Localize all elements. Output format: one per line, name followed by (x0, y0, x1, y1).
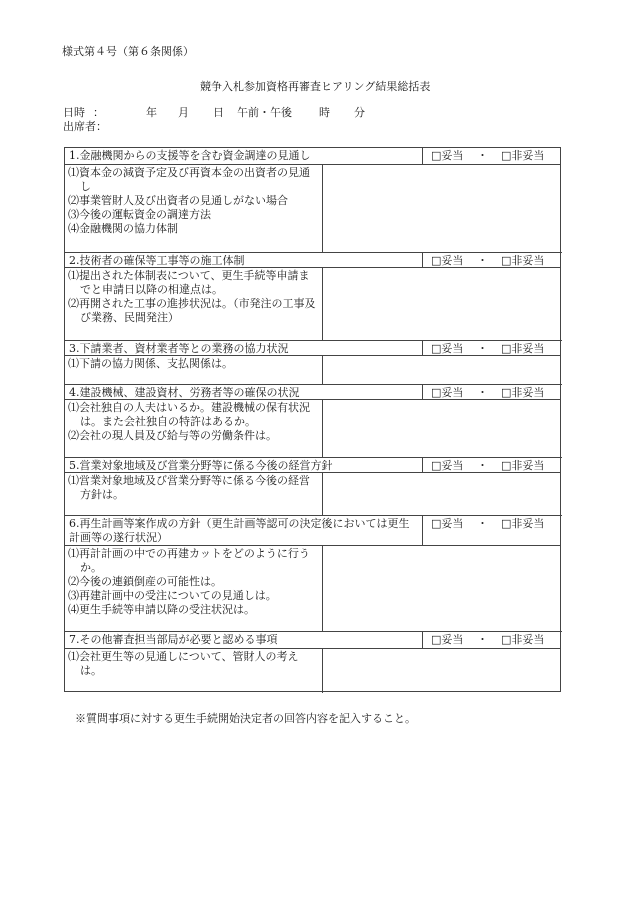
judgment-separator: ・ (477, 149, 488, 162)
answer-field[interactable] (323, 648, 561, 693)
datetime-minute: 分 (354, 106, 365, 119)
question-list (65, 472, 323, 516)
question-item: ⑷金融機関の協力体制 (68, 222, 178, 235)
question-item: ⑴営業対象地域及び営業分野等に係る今後の経営方針は。 (68, 474, 310, 501)
ok-checkbox[interactable]: □妥当 (431, 459, 464, 472)
form-number: 様式第４号（第６条関係） (62, 45, 194, 58)
judgment-separator: ・ (477, 633, 488, 646)
question-list (65, 355, 323, 385)
section-heading: 4.建設機械、建設資材、労務者等の確保の状況 (69, 386, 300, 399)
section-heading: 1.金融機関からの支援等を含む資金調達の見通し (69, 149, 311, 162)
ok-checkbox[interactable]: □妥当 (431, 386, 464, 399)
judgment-checkboxes[interactable] (422, 632, 561, 648)
section-2 (65, 252, 562, 340)
section-heading: 3.下請業者、資材業者等との業務の協力状況 (69, 342, 289, 355)
ok-checkbox[interactable]: □妥当 (431, 254, 464, 267)
question-item: ⑴下請の協力関係、支払関係は。 (68, 357, 233, 370)
section-heading: 2.技術者の確保等工事等の施工体制 (69, 254, 245, 267)
section-heading: 6.再生計画等案作成の方針（更生計画等認可の決定後においては更生計画等の遂行状況） (69, 517, 410, 544)
datetime-label: 日時 (63, 106, 85, 119)
section-6 (65, 515, 562, 631)
ng-checkbox[interactable]: □非妥当 (501, 633, 545, 646)
ng-checkbox[interactable]: □非妥当 (501, 517, 545, 530)
attendees-label: 出席者： (63, 120, 107, 133)
section-5 (65, 457, 562, 515)
page-title: 競争入札参加資格再審査ヒアリング結果総括表 (200, 80, 431, 93)
answer-field[interactable] (323, 472, 561, 516)
question-item: ⑷更生手続等申請以降の受注状況は。 (68, 603, 255, 616)
datetime-month: 月 (178, 106, 189, 119)
ok-checkbox[interactable]: □妥当 (431, 342, 464, 355)
judgment-separator: ・ (477, 342, 488, 355)
question-item: ⑴会社更生等の見通しについて、管財人の考えは。 (68, 650, 299, 677)
judgment-checkboxes[interactable] (422, 253, 561, 267)
question-list (65, 399, 323, 458)
judgment-separator: ・ (477, 459, 488, 472)
judgment-checkboxes[interactable] (422, 385, 561, 399)
judgment-checkboxes[interactable] (422, 341, 561, 355)
datetime-day: 日 (213, 106, 224, 119)
question-item: ⑴再計計画の中での再建カットをどのように行うか。 (68, 547, 310, 574)
datetime-colon: ： (93, 106, 104, 119)
question-list (65, 267, 323, 341)
footnote: ※質問事項に対する更生手続開始決定者の回答内容を記入すること。 (75, 712, 416, 725)
answer-field[interactable] (323, 355, 561, 385)
judgment-separator: ・ (477, 254, 488, 267)
answer-field[interactable] (323, 399, 561, 458)
datetime-hour: 時 (319, 106, 330, 119)
ng-checkbox[interactable]: □非妥当 (501, 459, 545, 472)
ok-checkbox[interactable]: □妥当 (431, 517, 464, 530)
answer-field[interactable] (323, 164, 561, 252)
section-heading: 5.営業対象地域及び営業分野等に係る今後の経営方針 (69, 459, 333, 472)
question-item: ⑴資本金の減資予定及び再資本金の出資者の見通し (68, 166, 310, 193)
question-item: ⑶再建計画中の受注についての見通しは。 (68, 589, 277, 602)
question-list (65, 648, 323, 693)
question-item: ⑵事業管財人及び出資者の見通しがない場合 (68, 194, 288, 207)
question-item: ⑴会社独自の人夫はいるか。建設機械の保有状況は。また会社独自の特許はあるか。 (68, 401, 310, 428)
question-item: ⑶今後の運転資金の調達方法 (68, 208, 211, 221)
question-item: ⑴提出された体制表について、更生手続等申請までと申請日以降の相違点は。 (68, 269, 310, 296)
datetime-ampm: 午前・午後 (237, 106, 292, 119)
judgment-checkboxes[interactable] (422, 516, 561, 545)
datetime-year: 年 (146, 106, 157, 119)
ok-checkbox[interactable]: □妥当 (431, 633, 464, 646)
judgment-checkboxes[interactable] (422, 458, 561, 472)
ok-checkbox[interactable]: □妥当 (431, 149, 464, 162)
ng-checkbox[interactable]: □非妥当 (501, 254, 545, 267)
judgment-separator: ・ (477, 386, 488, 399)
section-1 (65, 148, 562, 252)
judgment-checkboxes[interactable] (422, 148, 561, 164)
question-list (65, 164, 323, 252)
ng-checkbox[interactable]: □非妥当 (501, 342, 545, 355)
ng-checkbox[interactable]: □非妥当 (501, 386, 545, 399)
section-4 (65, 384, 562, 457)
question-list (65, 545, 323, 632)
answer-field[interactable] (323, 545, 561, 632)
judgment-separator: ・ (477, 517, 488, 530)
question-item: ⑵再開された工事の進捗状況は。（市発注の工事及び業務、民間発注） (68, 297, 316, 324)
question-item: ⑵今後の連鎖倒産の可能性は。 (68, 575, 222, 588)
review-table (64, 147, 561, 692)
question-item: ⑵会社の現人員及び給与等の労働条件は。 (68, 429, 277, 442)
section-3 (65, 340, 562, 384)
ng-checkbox[interactable]: □非妥当 (501, 149, 545, 162)
answer-field[interactable] (323, 267, 561, 341)
section-7 (65, 631, 562, 692)
section-heading: 7.その他審査担当部局が必要と認める事項 (69, 633, 278, 646)
